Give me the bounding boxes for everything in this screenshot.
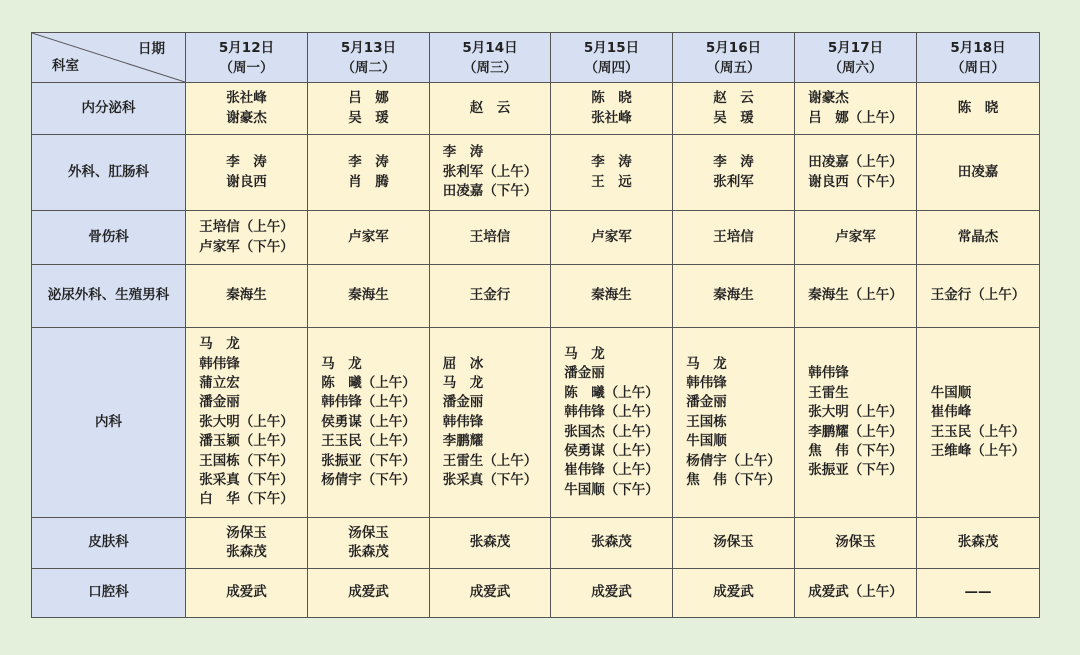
doctor-list [917,583,1039,602]
doctor-name: 马 龙 [321,355,362,372]
doctor-name: 赵 云 [469,99,511,116]
doctor-list [551,89,672,128]
day-date: 5月16日 [705,39,762,56]
duty-cell [551,328,673,518]
duty-cell [430,135,551,211]
duty-cell [186,569,308,618]
doctor-name: 马 龙 [564,345,605,362]
doctor-list [308,228,429,247]
doctor-name: 王玉民（上午） [930,423,1026,440]
doctor-list [795,286,916,305]
doctor-list [917,99,1039,118]
doctor-name: 李鹏耀 [442,433,484,450]
doctor-name: 常晶杰 [957,228,999,245]
duty-cell [917,569,1040,618]
doctor-name: 李 涛 [591,154,632,171]
doctor-name: 成爱武 [348,584,389,601]
day-weekday: （周五） [706,59,761,76]
doctor-list [551,153,672,192]
doctor-name: 李 涛 [442,144,484,161]
doctor-name: 李 涛 [348,154,389,171]
doctor-name: 成爱武 [713,584,754,601]
doctor-name: 牛国顺 [686,433,727,450]
dept-row [32,135,1040,211]
doctor-name: 张社峰 [591,109,632,126]
dept-row [32,569,1040,618]
day-date: 5月12日 [218,39,275,56]
doctor-name: 张社峰 [226,90,267,107]
doctor-name: 张振亚（下午） [808,462,903,479]
doctor-list [443,143,538,201]
doctor-name: 肖 腾 [348,173,389,190]
doctor-list [430,228,550,247]
duty-cell [308,328,430,518]
doctor-name: 卢家军（下午） [199,238,294,255]
duty-cell [917,135,1040,211]
doctor-name: 谢良西 [226,173,267,190]
doctor-list [673,228,794,247]
doctor-name: 牛国顺 [930,384,972,401]
doctor-list [808,153,903,192]
doctor-list [673,533,794,552]
doctor-name: 王 远 [591,173,632,190]
day-header [551,33,673,83]
doctor-name: 王玉民（上午） [321,433,416,450]
duty-cell [917,83,1040,135]
duty-cell [430,211,551,265]
doctor-name: 田凌嘉（下午） [442,183,538,200]
doctor-name: 张森茂 [226,544,267,560]
doctor-list [673,153,794,192]
header-row [32,33,1040,83]
doctor-list [808,364,903,480]
doctor-name: 潘金丽 [686,394,727,411]
duty-cell [673,518,795,569]
day-header [795,33,917,83]
duty-cell [430,569,551,618]
corner-cell [32,33,186,83]
doctor-list [795,228,916,247]
doctor-name: 马 龙 [442,374,484,391]
duty-cell [551,518,673,569]
doctor-name: 田凌嘉（上午） [808,154,903,171]
duty-cell [917,518,1040,569]
doctor-name: 韩伟锋 [686,374,727,391]
duty-cell [551,83,673,135]
doctor-name: 张森茂 [469,534,511,551]
doctor-name: 谢豪杰 [226,109,267,126]
doctor-list [795,533,916,552]
doctor-list [673,89,794,128]
duty-cell [551,569,673,618]
doctor-name: 王维峰（上午） [930,442,1026,459]
doctor-list [795,583,916,602]
dept-name: 骨伤科 [32,211,186,265]
day-header [917,33,1040,83]
doctor-name: 韩伟锋（上午） [321,394,416,411]
doctor-list [673,286,794,305]
doctor-name: 汤保玉 [348,524,389,541]
doctor-list [308,583,429,602]
doctor-list [186,583,307,602]
duty-cell [430,265,551,328]
day-header [186,33,308,83]
doctor-name: 成爱武（上午） [808,584,903,601]
doctor-name: —— [964,584,992,601]
doctor-name: 焦 伟（下午） [686,472,781,489]
duty-cell [430,518,551,569]
duty-cell [551,135,673,211]
doctor-name: 潘金丽 [442,394,484,411]
doctor-name: 卢家军 [591,228,632,245]
day-date: 5月14日 [462,39,518,56]
duty-cell [795,265,917,328]
day-header [673,33,795,83]
duty-cell [308,211,430,265]
doctor-list [564,345,659,500]
doctor-name: 白 华（下午） [199,491,294,508]
duty-cell [308,518,430,569]
doctor-list [673,583,794,602]
doctor-name: 秦海生 [226,287,267,304]
doctor-list [430,533,550,552]
doctor-name: 卢家军 [348,228,389,245]
doctor-name: 马 龙 [199,336,240,353]
doctor-name: 王国栋（下午） [199,452,294,469]
doctor-name: 王雷生 [808,384,849,401]
duty-cell [917,211,1040,265]
duty-cell [430,328,551,518]
duty-cell [308,569,430,618]
doctor-name: 侯勇谋（上午） [564,442,659,459]
day-weekday: （周一） [219,59,274,76]
duty-cell [673,83,795,135]
doctor-name: 牛国顺（下午） [564,481,659,498]
duty-cell [673,135,795,211]
duty-cell [795,135,917,211]
doctor-name: 王金行 [469,287,511,304]
doctor-name: 李 涛 [226,154,267,171]
day-date: 5月13日 [340,39,397,56]
doctor-name: 张大明（上午） [808,404,903,421]
doctor-list [186,153,307,192]
doctor-name: 侯勇谋（上午） [321,413,416,430]
doctor-name: 张利军（上午） [442,163,538,180]
duty-cell [551,265,673,328]
doctor-list [199,335,294,510]
duty-cell [308,83,430,135]
duty-schedule-table [31,32,1040,618]
doctor-name: 马 龙 [686,355,727,372]
dept-axis-label: 科室 [52,58,79,74]
dept-row [32,328,1040,518]
day-header [430,33,551,83]
doctor-name: 汤保玉 [713,534,754,551]
doctor-list [430,583,550,602]
doctor-list [551,228,672,247]
doctor-list [199,218,294,257]
doctor-name: 秦海生 [591,287,632,304]
day-header [308,33,430,83]
day-weekday: （周六） [828,59,883,76]
duty-cell [795,328,917,518]
doctor-name: 张森茂 [348,544,389,560]
day-date: 5月17日 [827,39,884,56]
duty-cell [673,265,795,328]
doctor-name: 潘金丽 [199,394,240,411]
doctor-list [186,524,307,563]
doctor-list [551,533,672,552]
dept-name: 泌尿外科、生殖男科 [32,265,186,328]
doctor-list [308,524,429,563]
doctor-name: 成爱武 [226,584,267,601]
doctor-name: 陈 曦（上午） [321,374,416,391]
day-weekday: （周四） [584,59,639,76]
duty-cell [795,518,917,569]
doctor-name: 张利军 [713,173,754,190]
day-date: 5月18日 [950,39,1006,56]
duty-cell [430,83,551,135]
day-date: 5月15日 [583,39,640,56]
dept-name: 内科 [32,328,186,518]
doctor-list [308,153,429,192]
duty-cell [917,265,1040,328]
doctor-name: 潘金丽 [564,365,605,382]
doctor-name: 焦 伟（下午） [808,442,903,459]
duty-cell [673,211,795,265]
doctor-list [917,228,1039,247]
duty-cell [673,569,795,618]
doctor-name: 潘玉颖（上午） [199,433,294,450]
doctor-name: 成爱武 [469,584,511,601]
doctor-name: 张大明（上午） [199,413,294,430]
doctor-list [686,355,781,491]
doctor-name: 吴 瑗 [348,109,389,126]
duty-cell [308,265,430,328]
doctor-name: 崔伟锋（上午） [564,462,659,479]
doctor-name: 陈 曦（上午） [564,384,659,401]
duty-cell [186,83,308,135]
doctor-name: 韩伟锋 [199,355,240,372]
doctor-name: 杨倩宇（上午） [686,452,781,469]
doctor-list [186,286,307,305]
doctor-name: 秦海生（上午） [808,287,903,304]
dept-row [32,83,1040,135]
duty-cell [795,569,917,618]
doctor-name: 屈 冰 [442,355,484,372]
dept-row [32,265,1040,328]
date-axis-label: 日期 [138,41,165,57]
doctor-name: 李鹏耀（上午） [808,423,903,440]
day-weekday: （周三） [463,59,517,76]
doctor-list [551,583,672,602]
duty-cell [186,518,308,569]
doctor-list [308,89,429,128]
duty-cell [795,211,917,265]
doctor-name: 陈 晓 [591,90,632,107]
duty-cell [308,135,430,211]
doctor-name: 韩伟锋（上午） [564,404,659,421]
dept-name: 口腔科 [32,569,186,618]
dept-row [32,518,1040,569]
doctor-name: 李 涛 [713,154,754,171]
duty-cell [186,211,308,265]
dept-name: 外科、肛肠科 [32,135,186,211]
doctor-name: 张振亚（下午） [321,452,416,469]
duty-cell [551,211,673,265]
doctor-list [308,286,429,305]
doctor-list [917,286,1039,305]
doctor-name: 谢良西（下午） [808,173,903,190]
doctor-name: 卢家军 [835,228,876,245]
dept-name: 内分泌科 [32,83,186,135]
doctor-name: 王培信（上午） [199,219,294,236]
doctor-name: 赵 云 [713,90,754,107]
doctor-name: 王培信 [469,228,511,245]
doctor-name: 张国杰（上午） [564,423,659,440]
doctor-list [321,355,416,491]
doctor-name: 谢豪杰 [808,90,849,107]
doctor-name: 汤保玉 [835,534,876,551]
duty-cell [917,328,1040,518]
doctor-name: 王国栋 [686,413,727,430]
doctor-name: 张森茂 [591,534,632,551]
doctor-list [430,286,550,305]
doctor-list [917,163,1039,182]
doctor-name: 张采真（下午） [442,472,538,489]
duty-cell [186,265,308,328]
doctor-list [551,286,672,305]
doctor-name: 杨倩宇（下午） [321,472,416,489]
doctor-name: 成爱武 [591,584,632,601]
day-weekday: （周二） [341,59,396,76]
doctor-name: 崔伟峰 [930,404,972,421]
doctor-name: 秦海生 [713,287,754,304]
doctor-name: 韩伟锋 [442,413,484,430]
duty-cell [795,83,917,135]
doctor-name: 汤保玉 [226,524,267,541]
doctor-name: 秦海生 [348,287,389,304]
dept-name: 皮肤科 [32,518,186,569]
doctor-name: 韩伟锋 [808,365,849,382]
doctor-name: 陈 晓 [957,99,999,116]
doctor-name: 田凌嘉 [957,163,999,180]
day-weekday: （周日） [951,59,1005,76]
doctor-name: 吕 娜（上午） [808,109,903,126]
doctor-list [186,89,307,128]
doctor-name: 王金行（上午） [930,287,1026,304]
doctor-name: 王培信 [713,228,754,245]
duty-cell [186,328,308,518]
doctor-name: 吴 瑗 [713,109,754,126]
doctor-name: 吕 娜 [348,90,389,107]
duty-cell [673,328,795,518]
duty-cell [186,135,308,211]
doctor-name: 张森茂 [957,534,999,551]
doctor-list [443,355,538,491]
dept-row [32,211,1040,265]
doctor-name: 蒲立宏 [199,374,240,391]
doctor-name: 王雷生（上午） [442,452,538,469]
doctor-list [917,533,1039,552]
doctor-list [430,99,550,118]
doctor-list [931,384,1026,462]
doctor-list [808,89,903,128]
doctor-name: 张采真（下午） [199,472,294,489]
